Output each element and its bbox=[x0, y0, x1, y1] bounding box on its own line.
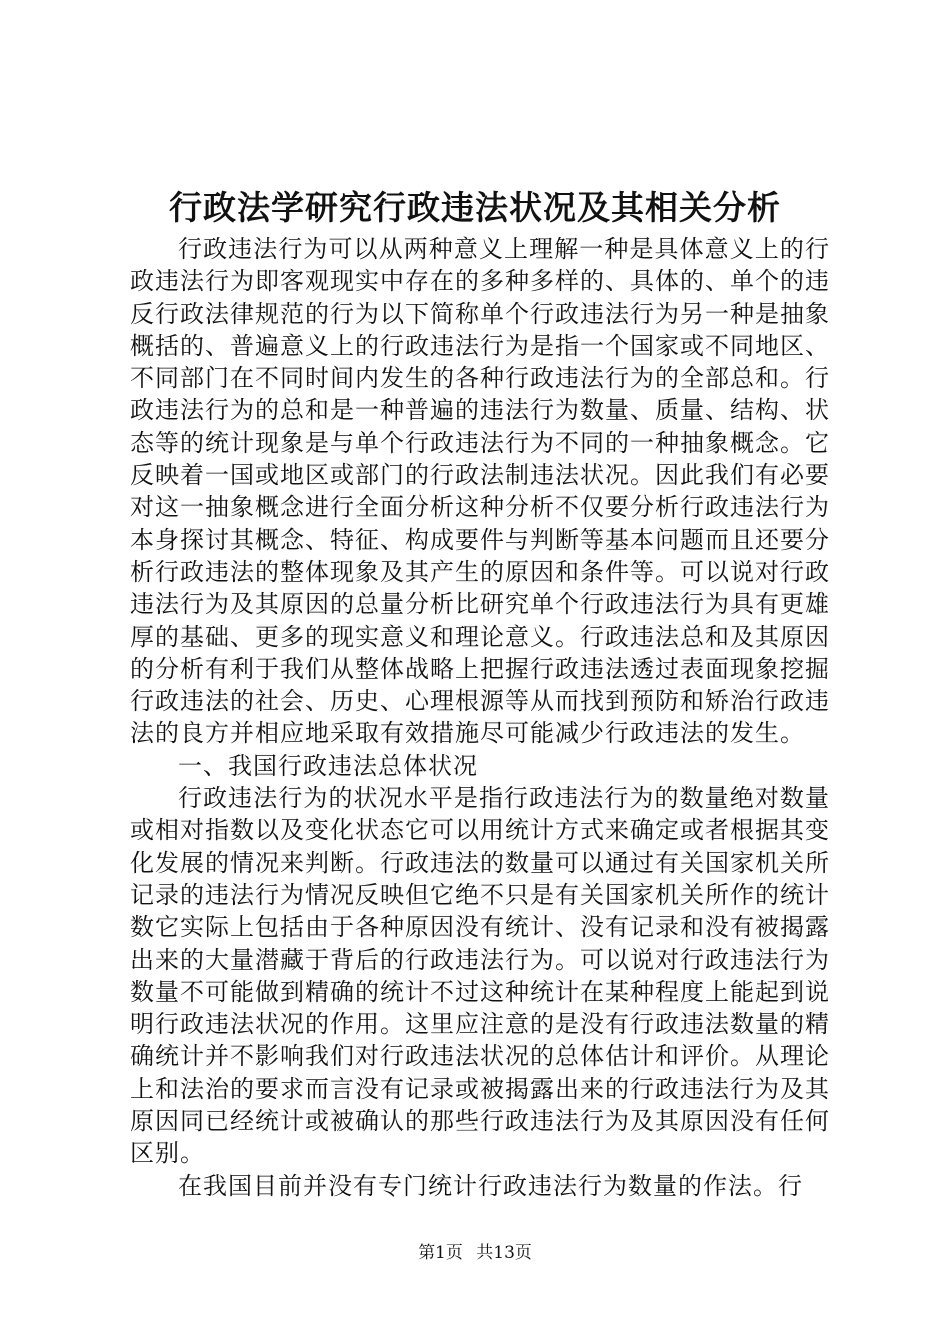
page-total: 共13页 bbox=[476, 1243, 532, 1263]
document-body bbox=[130, 233, 830, 1202]
document-title: 行政法学研究行政违法状况及其相关分析 bbox=[169, 188, 781, 227]
paragraph-continued: 在我国目前并没有专门统计行政违法行为数量的作法。行 bbox=[178, 1171, 803, 1200]
page-footer bbox=[0, 1241, 950, 1265]
page-number: 第1页 bbox=[418, 1243, 463, 1263]
paragraph-status: 行政违法行为的状况水平是指行政违法行为的数量绝对数量或相对指数以及变化状态它可以用统计方式来确定或者根据其变化发展的情况来判断。行政违法的数量可以通过有关国家机关所记录的违法行为情况反映但它绝不只是有关国家机关所作的统计数它实际上包括由于各种原因没有统计、没有记录和没有被揭露出来的大量潜藏于背后的行政违法行为。可以说对行政违法行为数量不可能做到精确的统计不过这种统计在某种程度上能起到说明行政违法状况的作用。这里应注意的是没有行政违法数量的精确统计并不影响我们对行政违法状况的总体估计和评价。从理论上和法治的要求而言没有记录或被揭露出来的行政违法行为及其原因同已经统计或被确认的那些行政违法行为及其原因没有任何区别。 bbox=[130, 784, 830, 1168]
section-heading: 一、我国行政违法总体状况 bbox=[178, 751, 478, 780]
paragraph-intro: 行政违法行为可以从两种意义上理解一种是具体意义上的行政违法行为即客观现实中存在的多种多样的、具体的、单个的违反行政法律规范的行为以下简称单个行政违法行为另一种是抽象概括的、普遍意义上的行政违法行为是指一个国家或不同地区、不同部门在不同时间内发生的各种行政违法行为的全部总和。行政违法行为的总和是一种普遍的违法行为数量、质量、结构、状态等的统计现象是与单个行政违法行为不同的一种抽象概念。它反映着一国或地区或部门的行政法制违法状况。因此我们有必要对这一抽象概念进行全面分析这种分析不仅要分析行政违法行为本身探讨其概念、特征、构成要件与判断等基本问题而且还要分析行政违法的整体现象及其产生的原因和条件等。可以说对行政违法行为及其原因的总量分析比研究单个行政违法行为具有更雄厚的基础、更多的现实意义和理论意义。行政违法总和及其原因的分析有利于我们从整体战略上把握行政违法透过表面现象挖掘行政违法的社会、历史、心理根源等从而找到预防和矫治行政违法的良方并相应地采取有效措施尽可能减少行政违法的发生。 bbox=[130, 235, 830, 748]
